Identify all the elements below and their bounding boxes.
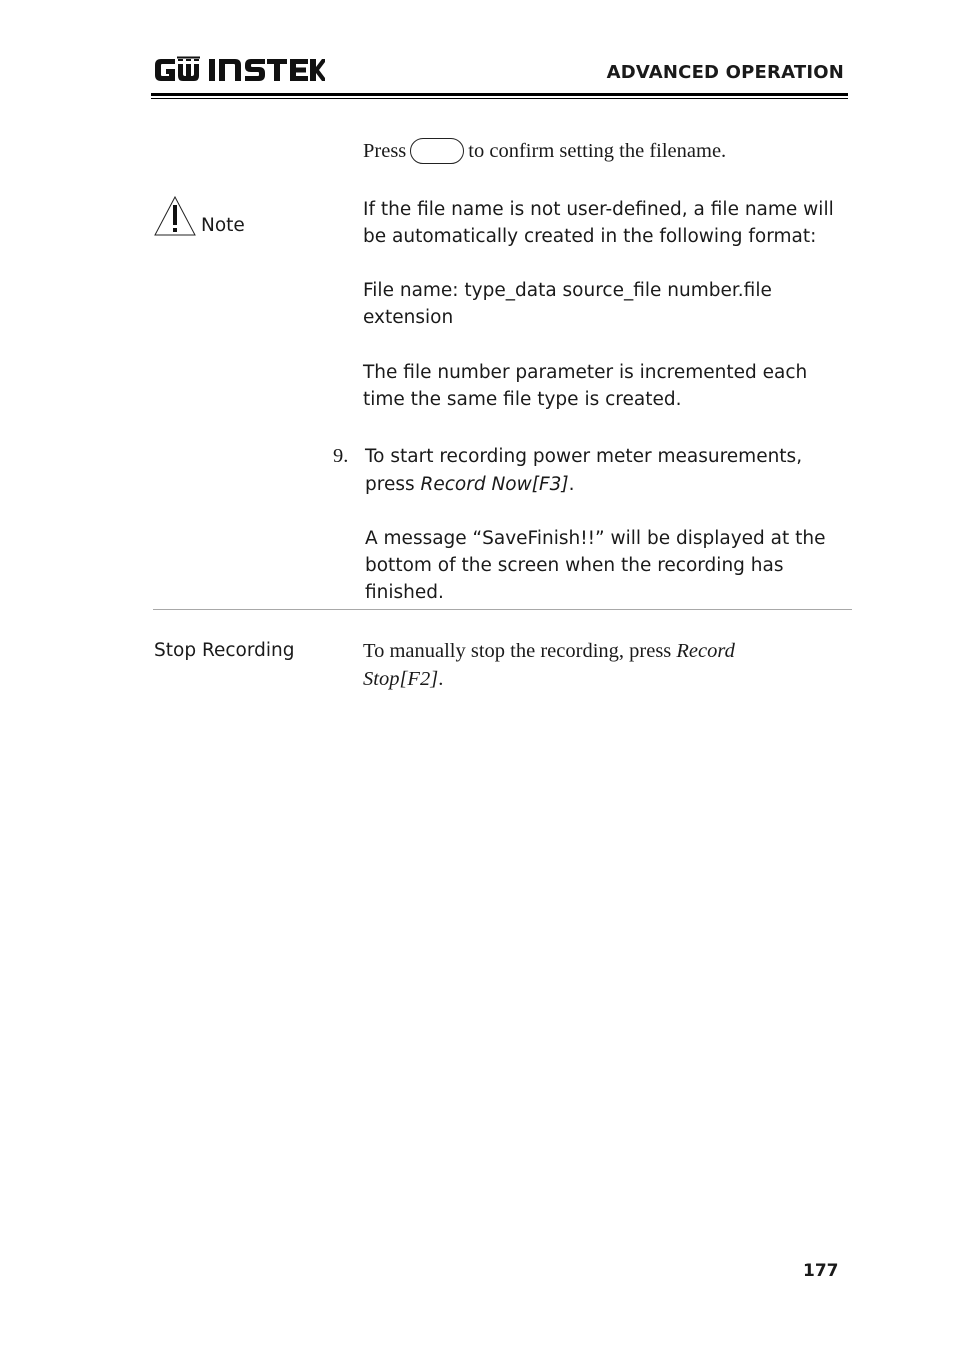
message-text-line: A message “SaveFinish!!” will be displayed at the: [365, 528, 826, 549]
stop-recording-text: To manually stop the recording, press: [363, 640, 677, 662]
note-text-line: be automatically created in the following format:: [363, 226, 817, 247]
step-text-line: [365, 471, 574, 498]
note-text-line: File name: type_data source_file number.file: [363, 280, 772, 301]
note-label: Note: [201, 215, 245, 236]
stop-recording-label: Stop Recording: [154, 640, 295, 661]
confirm-filename-line: [363, 137, 726, 165]
header-rule: [151, 93, 848, 96]
message-text-line: finished.: [365, 582, 444, 603]
step-text-line: To start recording power meter measurements,: [365, 446, 803, 467]
message-text-line: bottom of the screen when the recording has: [365, 555, 784, 576]
warning-icon: [153, 195, 197, 237]
record-now-key: Record Now[F3]: [420, 474, 569, 495]
stop-recording-text-line: [363, 637, 735, 665]
press-word: Press: [363, 140, 407, 162]
note-text-line: If the file name is not user-defined, a file name will: [363, 199, 834, 220]
section-title: ADVANCED OPERATION: [606, 62, 844, 83]
stop-recording-suffix: .: [438, 668, 444, 690]
note-text-line: The file number parameter is incremented each: [363, 362, 808, 383]
stop-recording-text-line: [363, 665, 443, 693]
header-rule-thin: [151, 98, 848, 99]
step-text-suffix: .: [568, 474, 575, 495]
note-text-line: extension: [363, 307, 454, 328]
record-stop-key: Record: [676, 640, 735, 662]
step-number: 9.: [333, 445, 349, 467]
gw-instek-logo: [153, 56, 325, 84]
enter-key-icon: [410, 138, 464, 164]
record-stop-key-continued: Stop[F2]: [363, 668, 439, 690]
step-text-prefix: press: [365, 474, 421, 495]
page-number: 177: [803, 1261, 839, 1281]
section-divider: [153, 609, 852, 610]
confirm-text: to confirm setting the filename.: [468, 140, 727, 162]
note-text-line: time the same file type is created.: [363, 389, 682, 410]
